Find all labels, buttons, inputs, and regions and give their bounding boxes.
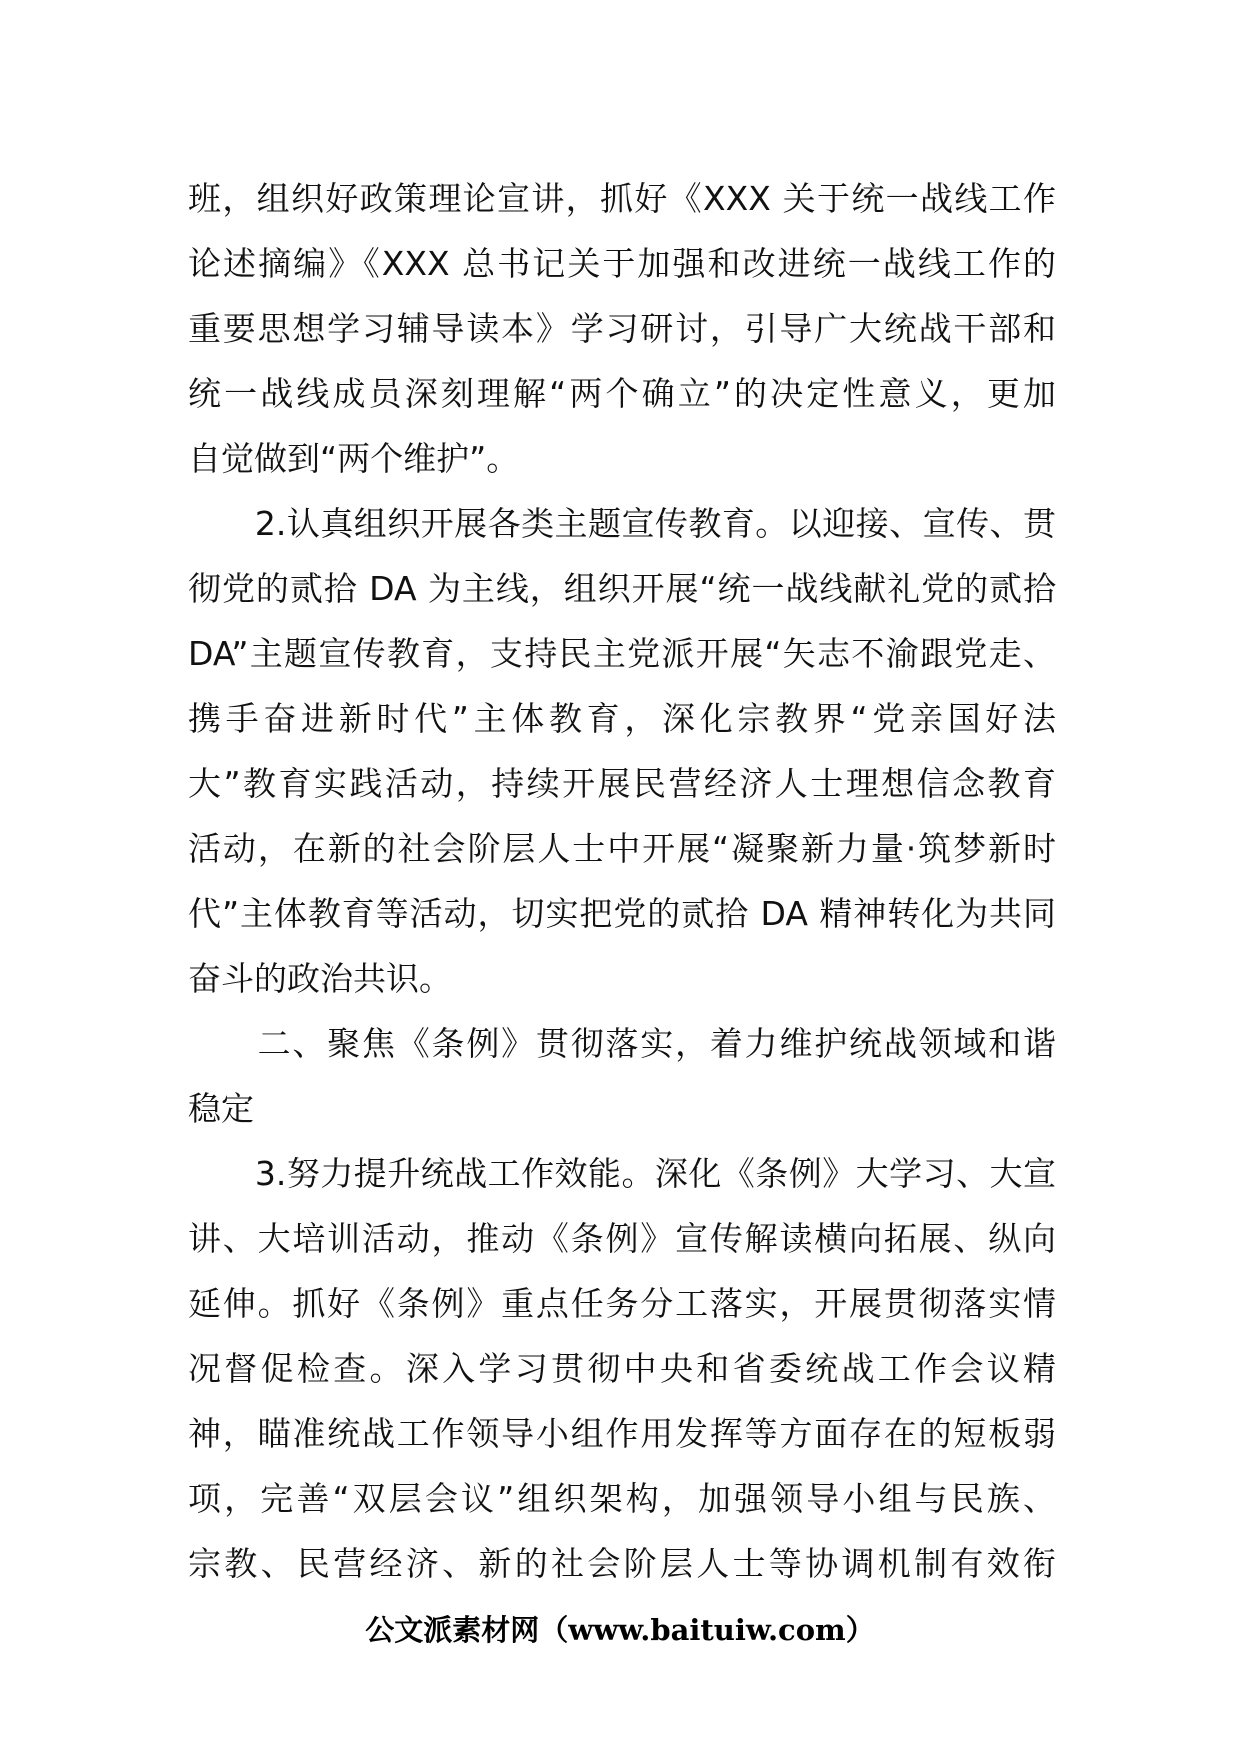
- text-line: 代”主体教育等活动，切实把党的贰拾 DA 精神转化为共同: [188, 894, 1056, 933]
- text-line: 重要思想学习辅导读本》学习研讨，引导广大统战干部和: [188, 309, 1056, 348]
- text-line: 讲、大培训活动，推动《条例》宣传解读横向拓展、纵向: [188, 1219, 1056, 1258]
- text-line: 自觉做到“两个维护”。: [188, 439, 520, 478]
- text-line: 携手奋进新时代”主体教育，深化宗教界“党亲国好法: [188, 699, 1056, 738]
- footer-watermark: 公文派素材网（www.baituiw.com）: [365, 1613, 875, 1647]
- text-line: 班，组织好政策理论宣讲，抓好《XXX 关于统一战线工作: [188, 179, 1056, 218]
- text-line: 活动，在新的社会阶层人士中开展“凝聚新力量·筑梦新时: [188, 829, 1056, 868]
- text-line: 3.努力提升统战工作效能。深化《条例》大学习、大宣: [188, 1154, 1056, 1193]
- text-line: 神，瞄准统战工作领导小组作用发挥等方面存在的短板弱: [188, 1414, 1056, 1453]
- text-line: 论述摘编》《XXX 总书记关于加强和改进统一战线工作的: [188, 244, 1056, 283]
- text-line: 况督促检查。深入学习贯彻中央和省委统战工作会议精: [188, 1349, 1056, 1388]
- section-heading-line: 二、聚焦《条例》贯彻落实，着力维护统战领域和谐: [188, 1024, 1056, 1063]
- text-line: DA”主题宣传教育，支持民主党派开展“矢志不渝跟党走、: [188, 634, 1056, 673]
- text-line: 项，完善“双层会议”组织架构，加强领导小组与民族、: [188, 1479, 1056, 1518]
- text-line: 宗教、民营经济、新的社会阶层人士等协调机制有效衔: [188, 1544, 1056, 1583]
- text-line: 奋斗的政治共识。: [188, 959, 452, 998]
- text-line: 大”教育实践活动，持续开展民营经济人士理想信念教育: [188, 764, 1056, 803]
- text-line: 2.认真组织开展各类主题宣传教育。以迎接、宣传、贯: [188, 504, 1056, 543]
- text-line: 彻党的贰拾 DA 为主线，组织开展“统一战线献礼党的贰拾: [188, 569, 1056, 608]
- text-line: 延伸。抓好《条例》重点任务分工落实，开展贯彻落实情: [188, 1284, 1056, 1323]
- body-text: [188, 166, 1056, 1596]
- section-heading-line: 稳定: [188, 1089, 254, 1128]
- text-line: 统一战线成员深刻理解“两个确立”的决定性意义，更加: [188, 374, 1056, 413]
